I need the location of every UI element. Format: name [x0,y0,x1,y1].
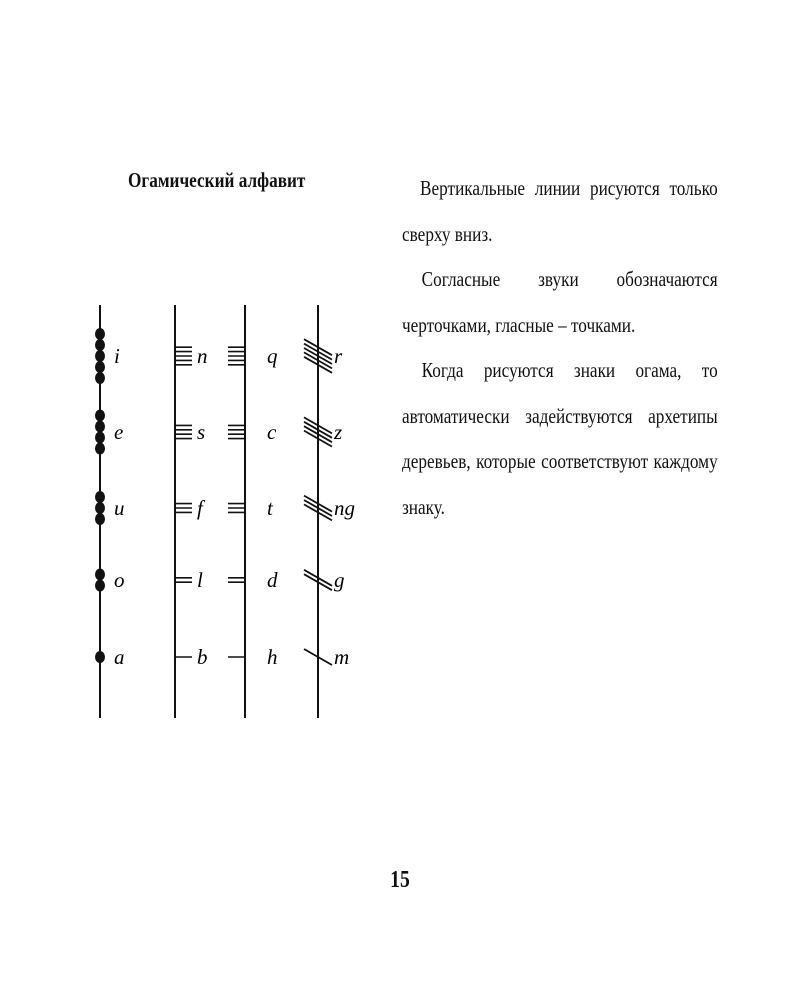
vowel-letter: o [114,568,125,592]
vowel-letter: i [114,344,120,368]
vowel-dot [95,491,105,503]
vowel-letter: e [114,420,124,444]
group-m-letter: z [334,420,343,444]
vowel-dot [95,443,105,455]
paragraph-1: Вертикальные линии рисуются только сверху вниз. [402,176,718,246]
vowel-dot [95,372,105,384]
vowel-dot [95,502,105,514]
vowel-dot [95,328,105,340]
vowel-dot [95,569,105,581]
group-b-letter: l [197,568,203,592]
vowel-letter: a [114,645,125,669]
group-b-letter: s [197,420,206,444]
vowel-dot [95,339,105,351]
group-b-letter: b [197,645,208,669]
vowel-dot [95,513,105,525]
paragraph-2: Согласные звуки обозначаются черточками, гласные – точками. [402,267,718,337]
vowel-dot [95,410,105,422]
group-h-letter: h [267,645,278,669]
group-h-letter: d [267,568,278,592]
group-h-letter: c [267,420,277,444]
group-h-letter: t [267,496,273,520]
group-m-letter: g [334,568,345,592]
vowel-dot [95,580,105,592]
vowel-dot [95,421,105,433]
page-heading: Огамический алфавит [128,168,306,192]
group-b-letter: f [197,496,203,520]
paragraph-3: Когда рисуются знаки огама, то автоматически задействуются архетипы деревьев, которые соответствуют каждому знаку. [402,358,718,519]
group-m-letter: r [334,344,343,368]
group-m-letter: ng [334,496,355,520]
page-number: 15 [390,867,410,893]
vowel-dot [95,432,105,444]
vowel-letter: u [114,496,125,520]
vowel-dot [95,350,105,362]
group-h-letter: q [267,344,278,368]
vowel-dot [95,651,105,663]
group-b-letter: n [197,344,208,368]
group-m-letter: m [334,645,350,669]
vowel-dot [95,361,105,373]
